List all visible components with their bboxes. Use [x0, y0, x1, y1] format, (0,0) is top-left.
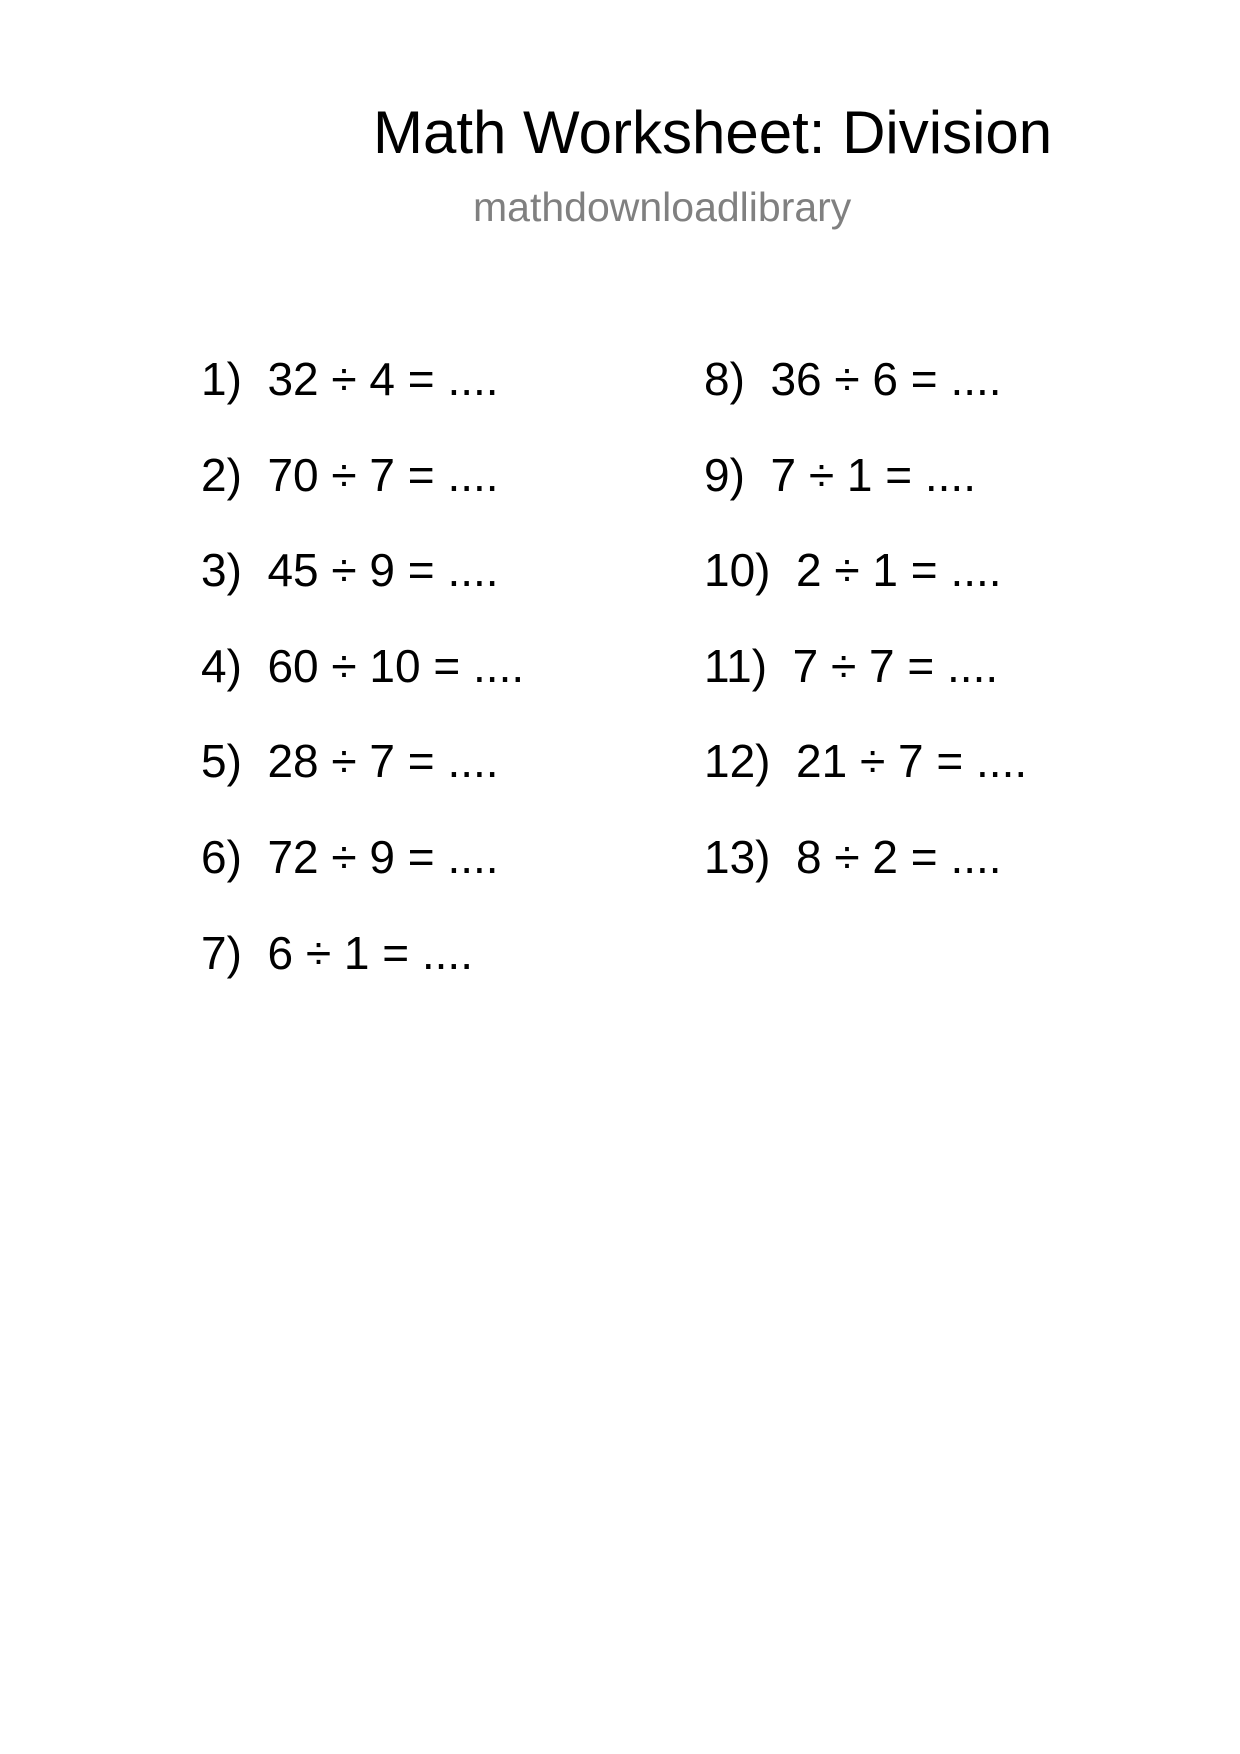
problem-3: 3) 45 ÷ 9 = .... [201, 544, 499, 597]
problems-right-column [704, 352, 1027, 926]
worksheet-subtitle: mathdownloadlibrary [473, 184, 852, 230]
problem-4: 4) 60 ÷ 10 = .... [201, 639, 525, 692]
problem-11: 11) 7 ÷ 7 = .... [704, 639, 999, 692]
problem-2: 2) 70 ÷ 7 = .... [201, 448, 499, 501]
problem-13: 13) 8 ÷ 2 = .... [704, 830, 1002, 883]
problem-5: 5) 28 ÷ 7 = .... [201, 735, 499, 788]
worksheet-title: Math Worksheet: Division [373, 99, 1053, 166]
problem-9: 9) 7 ÷ 1 = .... [704, 448, 976, 501]
problem-10: 10) 2 ÷ 1 = .... [704, 544, 1002, 597]
problem-8: 8) 36 ÷ 6 = .... [704, 353, 1002, 405]
problems-left-column [201, 352, 524, 1021]
problem-6: 6) 72 ÷ 9 = .... [201, 830, 499, 883]
problem-7: 7) 6 ÷ 1 = .... [201, 926, 473, 979]
problem-12: 12) 21 ÷ 7 = .... [704, 735, 1028, 788]
problem-1: 1) 32 ÷ 4 = .... [201, 353, 499, 405]
